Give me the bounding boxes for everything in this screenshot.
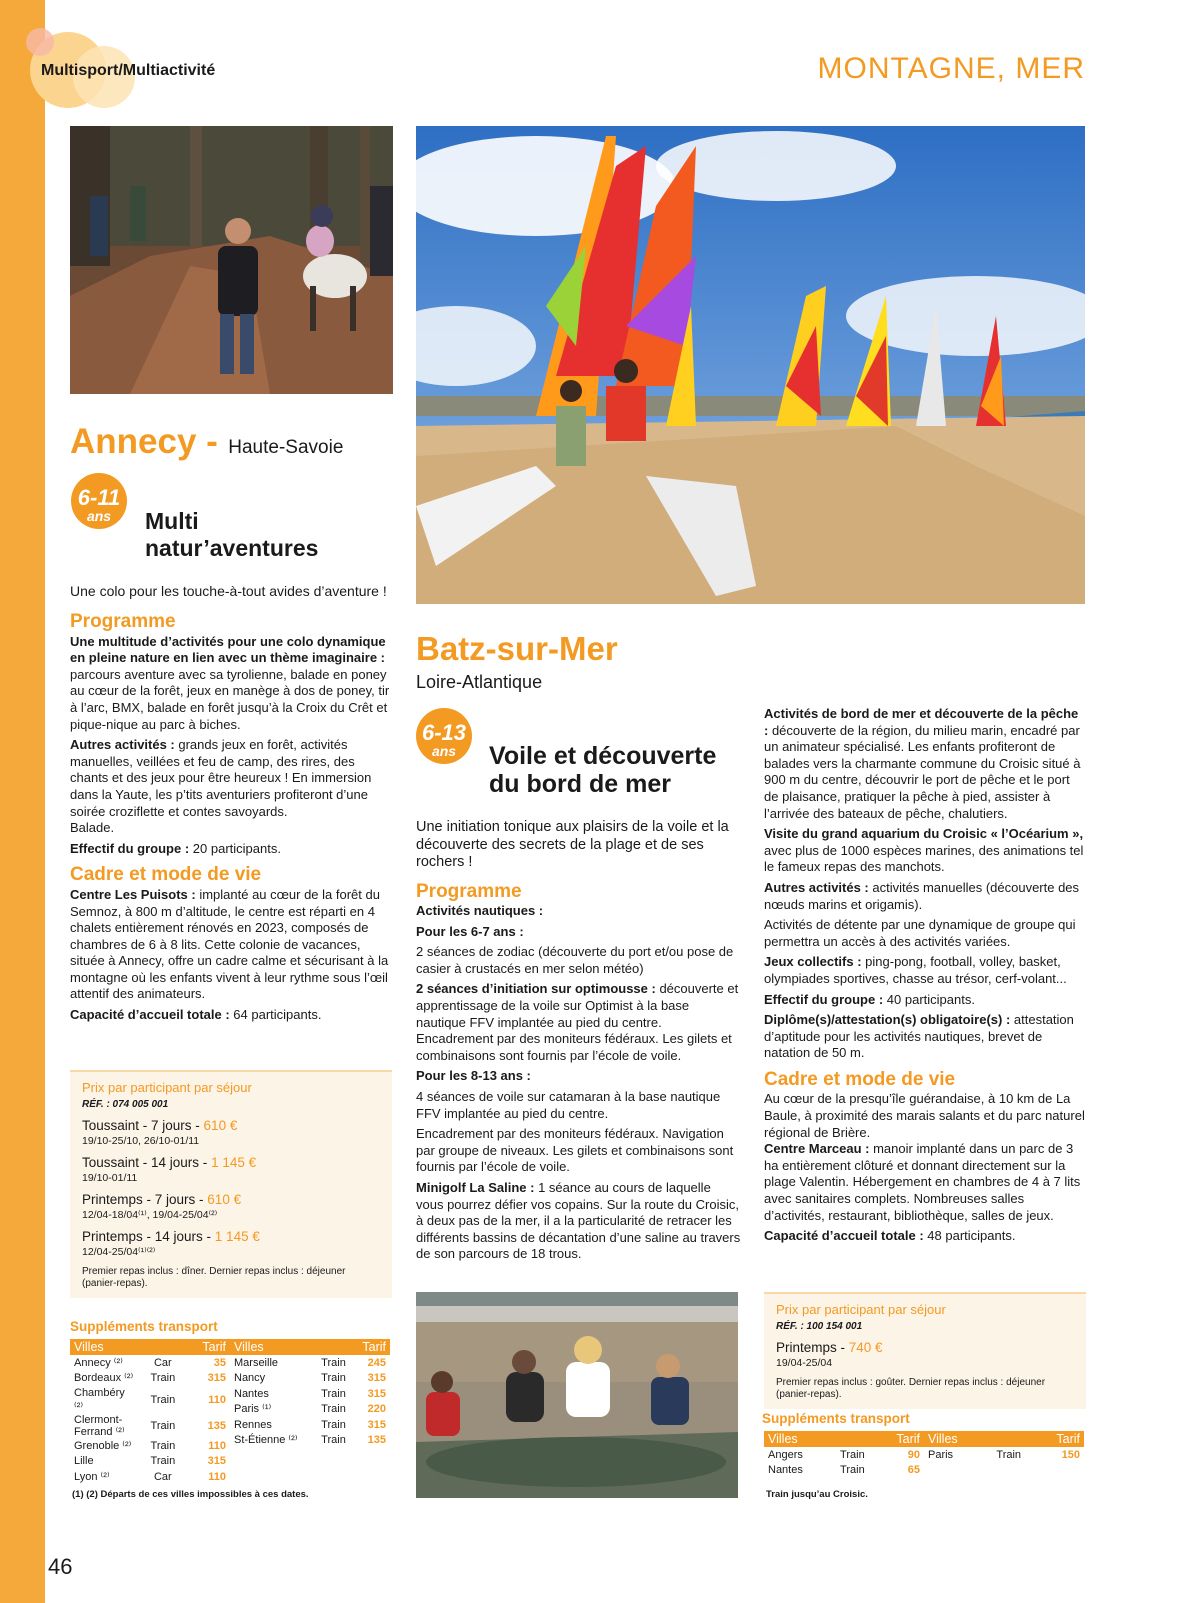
table-row: Nantes Train 315 [234,1387,386,1400]
other-activities-paragraph: Autres activités : activités manuelles (découverte des nœuds marins et origamis). [764,879,1080,912]
lead-text: Une initiation tonique aux plaisirs de la voile et la découverte des secrets de la plage et de ses rochers ! [416,819,729,870]
table-row: Lyon ⁽²⁾ Car 110 [74,1470,226,1483]
transport-table: Villes Tarif Angers Train 90 Nantes Train 65 [764,1431,924,1478]
optimousse-paragraph: 2 séances d’initiation sur optimousse : découverte et apprentissage de la voile sur Optimist à la base nautique FFV implantée au pied du centre. Encadrement par des moniteurs fédéraux. Les gilets et combinaisons sont fournis par l’école de voile. [416,981,739,1063]
photo-beach-catamarans [416,126,1085,604]
age-group-6-7: Pour les 6-7 ans : [416,923,524,939]
age-range: 6-13 [421,720,467,745]
right-body-col2 [764,706,1086,1249]
stay-title: Multi natur’aventures [145,508,319,561]
page-number: 46 [48,1554,73,1579]
table-row: Paris Train 150 [928,1448,1080,1461]
left-body [70,583,392,1028]
transport-footnote: Train jusqu’au Croisic. [766,1489,868,1500]
photo-forest-poney [70,126,393,394]
section-label: Multisport/Multiactivité [41,62,216,79]
zodiac-paragraph: 2 séances de zodiac (découverte du port et/ou pose de casier à crustacés en mer selon météo) [416,944,734,976]
place-title: Batz-sur-Mer [416,630,618,667]
table-row: Nancy Train 315 [234,1372,386,1385]
table-row: Clermont-Ferrand ⁽²⁾ Train 135 [74,1414,226,1438]
table-row: Lille Train 315 [74,1455,226,1468]
age-unit: ans [431,743,457,759]
price-title: Prix par participant par séjour [776,1302,946,1317]
rubric-title: MONTAGNE, MER [817,52,1085,85]
right-price-box [764,1292,1086,1409]
price-ref: RÉF. : 074 005 001 [82,1099,169,1110]
price-title: Prix par participant par séjour [82,1080,252,1095]
group-size-paragraph: Effectif du groupe : 20 participants. [70,840,281,856]
age-badge [71,473,127,529]
games-paragraph: Jeux collectifs : ping-pong, football, volley, basket, olympiades sportives, chasse au trésor, cerf-volant... [764,954,1067,986]
relax-paragraph: Activités de détente par une dynamique de groupe qui permettra un accès à des activités variées. [764,917,1076,949]
table-row: Grenoble ⁽²⁾ Train 110 [74,1439,226,1452]
price-row: Printemps - 7 jours - 610 € 12/04-18/04⁽¹⁾, 19/04-25/04⁽²⁾ [82,1192,242,1221]
age-group-8-13: Pour les 8-13 ans : [416,1068,531,1084]
heading-cadre: Cadre et mode de vie [764,1068,956,1090]
location-paragraph: Au cœur de la presqu’île guérandaise, à 10 km de La Baule, à proximité des marais salants et du parc naturel régional de Brière. [764,1091,1085,1140]
table-row: Nantes Train 65 [768,1464,920,1477]
other-activities-paragraph: Autres activités : grands jeux en forêt, activités manuelles, veillées et feu de camp, des rires, des chants et des jeux pour être heureux ! En immersion dans la Yaute, les p’tits aventuriers profiteront d’une soirée croziflette et contes savoyards. Balade. [70,737,372,836]
decor-circle [26,28,54,56]
table-row: Annecy ⁽²⁾ Car 35 [74,1356,226,1369]
centre-paragraph: Centre Marceau : manoir implanté dans un parc de 3 ha entièrement clôturé et donnant directement sur la plage Valentin. Hébergement en chambres de 4 à 7 lits avec sanitaires complets. Nombreuses salles d’activités, restaurant, bibliothèque, salles de jeux. [764,1141,1081,1223]
transport-title: Suppléments transport [762,1411,910,1426]
age-range: 6-11 [77,485,121,510]
right-transport-tables [764,1431,1086,1479]
seaside-paragraph: Activités de bord de mer et découverte de la pêche : découverte de la région, du milieu marin, encadré par un animateur spécialisé. Les enfants profiteront de balades vers la charmante commune du Croisic situé à 900 m du centre, découvrir le port de pêche et le port de plaisance, pratiquer la pêche à pied, assister à l’arrivée des bateaux de pêche, chalutiers. [764,706,1081,821]
heading-programme: Programme [416,880,522,902]
supervision-paragraph: Encadrement par des moniteurs fédéraux. Navigation par groupe de niveaux. Les gilets et combinaisons sont fournis par l’école de voile. [416,1126,734,1175]
meal-note: Premier repas inclus : dîner. Dernier repas inclus : déjeuner (panier-repas). [82,1266,346,1289]
price-ref: RÉF. : 100 154 001 [776,1321,863,1332]
table-row: Marseille Train 245 [234,1356,386,1369]
transport-title: Suppléments transport [70,1319,218,1334]
transport-table: Villes Tarif Annecy ⁽²⁾ Car 35 Bordeaux ⁽²⁾ Train 315 Chambéry ⁽²⁾ Train 110 Clermont-Ferrand ⁽²⁾ Train 135 Grenoble ⁽²⁾ Train 110 Lille Train 315 Lyon ⁽²⁾ Car 110 [70,1339,230,1485]
right-body-col1 [416,819,741,1267]
table-row: Angers Train 90 [768,1448,920,1461]
price-row: Toussaint - 7 jours - 610 € 19/10-25/10, 26/10-01/11 [82,1118,238,1147]
group-size-paragraph: Effectif du groupe : 40 participants. [764,991,975,1007]
price-row: Printemps - 740 € 19/04-25/04 [776,1340,883,1369]
capacity-paragraph: Capacité d’accueil totale : 48 participants. [764,1228,1016,1244]
table-row: Rennes Train 315 [234,1418,386,1431]
left-price-box [70,1070,392,1298]
table-row: Bordeaux ⁽²⁾ Train 315 [74,1372,226,1385]
place-title: Annecy - [70,422,218,461]
left-color-stripe [0,0,45,1603]
stay-title: Voile et découverte du bord de mer [489,742,717,798]
heading-programme: Programme [70,611,176,632]
age-badge [416,708,472,764]
left-heading [70,422,400,462]
minigolf-paragraph: Minigolf La Saline : 1 séance au cours de laquelle vous pourrez défier vos copains. Sur la route du Croisic, à deux pas de la mer, il a la particularité de retracer les différents bassins de décantation d’une saline au travers de son parcours de 18 trous. [416,1180,741,1262]
diploma-paragraph: Diplôme(s)/attestation(s) obligatoire(s) : attestation d’aptitude pour les activités nautiques, brevet de natation de 50 m. [764,1012,1074,1061]
transport-footnote: (1) (2) Départs de ces villes impossibles à ces dates. [72,1489,309,1500]
table-row: Paris ⁽¹⁾ Train 220 [234,1403,386,1416]
meal-note: Premier repas inclus : goûter. Dernier repas inclus : déjeuner (panier-repas). [776,1377,1046,1400]
capacity-paragraph: Capacité d’accueil totale : 64 participants. [70,1007,322,1023]
transport-table: Villes Tarif Marseille Train 245 Nancy Train 315 Nantes Train 315 Paris ⁽¹⁾ Train 220 Rennes Train 315 St-Étienne ⁽²⁾ Train 135 [230,1339,390,1448]
lead-text: Une colo pour les touche-à-tout avides d’aventure ! [70,583,387,599]
region-subtitle: Loire-Atlantique [416,672,543,692]
heading-cadre: Cadre et mode de vie [70,864,262,886]
catamaran-paragraph: 4 séances de voile sur catamaran à la base nautique FFV implantée au pied du centre. [416,1089,721,1121]
nautical-heading: Activités nautiques : [416,903,544,919]
photo-beach-kids [416,1292,738,1498]
age-unit: ans [86,508,112,524]
table-row: St-Étienne ⁽²⁾ Train 135 [234,1434,386,1447]
price-row: Toussaint - 14 jours - 1 145 € 19/10-01/11 [82,1155,257,1184]
transport-table: Villes Tarif Paris Train 150 [924,1431,1084,1463]
aquarium-paragraph: Visite du grand aquarium du Croisic « l’Océarium », avec plus de 1000 espèces marines, des animations tel le fameux repas des manchots. [764,826,1084,875]
table-row: Chambéry ⁽²⁾ Train 110 [74,1387,226,1413]
programme-paragraph: Une multitude d’activités pour une colo dynamique en pleine nature en lien avec un thème imaginaire : parcours aventure avec sa tyrolienne, balade en poney au cœur de la forêt, jeux en manège à dos de poney, tir à l’arc, BMX, balade en forêt jusqu’à la Croix du Crêt et pique-nique au parc à biches. [70,633,390,732]
price-row: Printemps - 14 jours - 1 145 € 12/04-25/04⁽¹⁾⁽²⁾ [82,1229,260,1258]
centre-paragraph: Centre Les Puisots : implanté au cœur de la forêt du Semnoz, à 800 m d’altitude, le centre est réparti en 4 chalets entièrement rénovés en 2023, composés de chambres de 6 à 8 lits. Cette colonie de vacances, située à Annecy, offre un cadre calme et sécurisant à la montagne où les enfants vivent à leur rythme sous l’œil attentif des animateurs. [70,886,389,1002]
region-subtitle: Haute-Savoie [228,437,344,458]
